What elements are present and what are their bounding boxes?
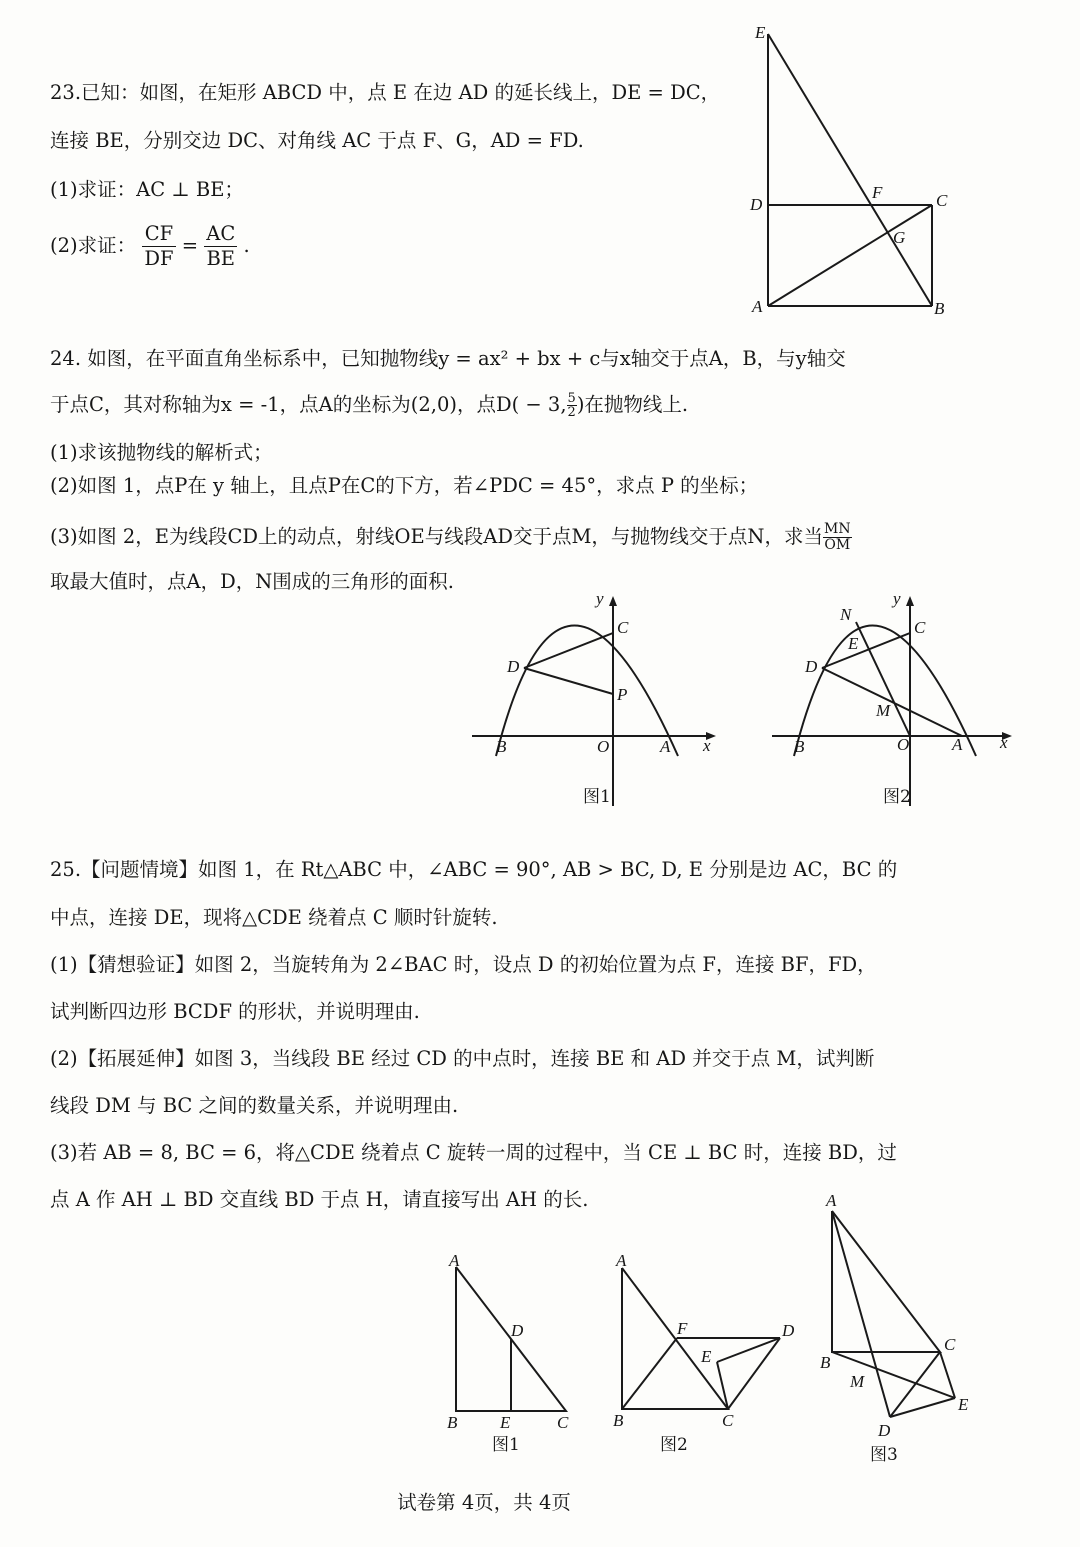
page-footer: 试卷第 4页，共 4页 — [397, 1491, 571, 1514]
q25-part1-a: (1)【猜想验证】如图 2，当旋转角为 2∠BAC 时，设点 D 的初始位置为点 F，连接 BF，FD， — [50, 953, 877, 976]
label-e: E — [500, 1413, 511, 1432]
label-b: B — [447, 1413, 458, 1432]
q24-part1: (1)求该抛物线的解析式； — [50, 441, 273, 464]
q24-frac-den: 2 — [567, 405, 576, 420]
q25-line2: 中点，连接 DE，现将△CDE 绕着点 C 顺时针旋转. — [50, 906, 498, 929]
label-e: E — [848, 634, 859, 653]
q24-part3-den: OM — [824, 537, 851, 553]
q24-line2-b: )在抛物线上. — [576, 393, 689, 416]
q25-part2-b: 线段 DM 与 BC 之间的数量关系，并说明理由. — [50, 1094, 459, 1117]
q23-frac-left-num: CF — [142, 222, 175, 247]
line-de — [890, 1398, 955, 1417]
label-b: B — [820, 1353, 831, 1372]
label-c: C — [944, 1335, 956, 1354]
label-d: D — [511, 1321, 524, 1340]
line-ec — [940, 1352, 955, 1398]
label-b: B — [613, 1411, 624, 1430]
q25-part3-b: 点 A 作 AH ⊥ BD 交直线 BD 于点 H，请直接写出 AH 的长. — [50, 1188, 589, 1211]
label-o: O — [597, 737, 610, 756]
label-d: D — [805, 657, 818, 676]
label-c: C — [914, 618, 926, 637]
label-n: N — [840, 605, 852, 624]
label-p: P — [617, 685, 628, 704]
label-d: D — [878, 1421, 891, 1440]
q23-part2: (2)求证： $\frac{CF}{DF}$ = $\frac{AC}{BE}$ . — [50, 222, 250, 270]
label-y: y — [893, 589, 901, 608]
label-b: B — [934, 299, 945, 318]
label-c: C — [557, 1413, 569, 1432]
q23-frac-right-den: BE — [206, 247, 236, 270]
label-o: O — [897, 735, 910, 754]
label-a: A — [616, 1251, 627, 1270]
q23-frac-right-num: AC — [206, 222, 236, 245]
label-a: A — [952, 735, 963, 754]
label-x: x — [703, 736, 711, 755]
label-c: C — [936, 191, 948, 210]
label-d: D — [507, 657, 520, 676]
q25-part3-a: (3)若 AB = 8, BC = 6，将△CDE 绕着点 C 旋转一周的过程中，当 CE ⊥ BC 时，连接 BD，过 — [50, 1141, 897, 1164]
label-e: E — [755, 23, 766, 42]
q24-part3-b: 取最大值时，点A，D，N围成的三角形的面积. — [50, 570, 454, 593]
q23-frac-left-den: DF — [144, 247, 174, 270]
caption-fig2: 图2 — [660, 1435, 688, 1455]
label-b: B — [794, 737, 805, 756]
label-b: B — [496, 737, 507, 756]
q25-part2-a: (2)【拓展延伸】如图 3，当线段 BE 经过 CD 的中点时，连接 BE 和 AD 并交于点 M，试判断 — [50, 1047, 875, 1070]
caption-fig1: 图1 — [583, 787, 611, 807]
label-e: E — [701, 1347, 712, 1366]
caption-fig1: 图1 — [492, 1435, 520, 1455]
triangle-abc — [832, 1211, 940, 1352]
q24-line1: 24. 如图，在平面直角坐标系中，已知抛物线y = ax² + bx + c与x轴交于点A，B，与y轴交 — [50, 347, 846, 370]
q24-part3-num: MN — [823, 521, 851, 537]
q25-line1: 25.【问题情境】如图 1，在 Rt△ABC 中，∠ABC = 90°, AB > BC, D, E 分别是边 AC，BC 的 — [50, 858, 898, 881]
label-e: E — [958, 1395, 969, 1414]
line-cd — [890, 1352, 940, 1417]
label-y: y — [596, 589, 604, 608]
q23-part1: (1)求证：AC ⊥ BE； — [50, 178, 244, 201]
label-a: A — [449, 1251, 460, 1270]
label-a: A — [660, 737, 671, 756]
label-m: M — [876, 701, 891, 720]
caption-fig2: 图2 — [883, 787, 911, 807]
label-g: G — [893, 228, 906, 247]
label-d: D — [750, 195, 763, 214]
label-x: x — [1000, 733, 1008, 752]
label-a: A — [826, 1191, 837, 1210]
q24-part2: (2)如图 1，点P在 y 轴上，且点P在C的下方，若∠PDC = 45°，求点 P 的坐标； — [50, 474, 759, 497]
label-a: A — [752, 297, 763, 316]
q24-part3-a: (3)如图 2，E为线段CD上的动点，射线OE与线段AD交于点M，与抛物线交于点N，求当 — [50, 525, 823, 548]
q24-frac-num: 5 — [567, 391, 576, 406]
label-m: M — [850, 1372, 865, 1391]
label-c: C — [617, 618, 629, 637]
label-f: F — [677, 1319, 688, 1338]
label-c: C — [722, 1411, 734, 1430]
caption-fig3: 图3 — [870, 1445, 898, 1465]
q24-line2-a: 于点C，其对称轴为x = -1，点A的坐标为(2,0)，点D( − 3, — [50, 393, 567, 416]
label-f: F — [872, 183, 883, 202]
q25-part1-b: 试判断四边形 BCDF 的形状，并说明理由. — [50, 1000, 420, 1023]
q23-line1: 23.已知：如图，在矩形 ABCD 中，点 E 在边 AD 的延长线上，DE = DC， — [50, 81, 721, 104]
q23-part2-prefix: (2)求证： — [50, 234, 137, 257]
label-d: D — [782, 1321, 795, 1340]
q23-line2: 连接 BE，分别交边 DC、对角线 AC 于点 F、G，AD = FD. — [50, 129, 584, 152]
